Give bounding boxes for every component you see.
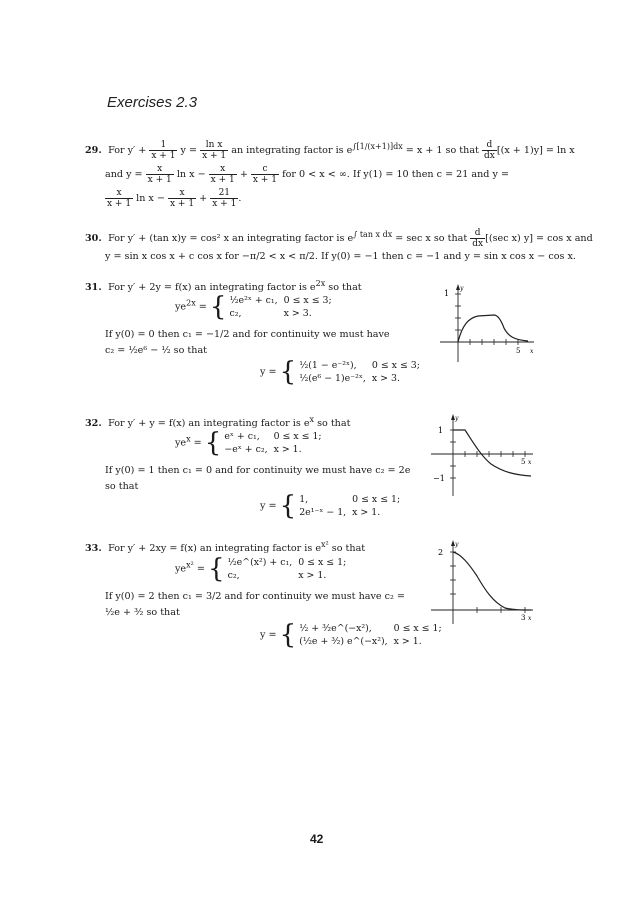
cases-table: eˣ + c₁, 0 ≤ x ≤ 1; −eˣ + c₂, x > 1. xyxy=(224,431,322,455)
ex29-text: + xyxy=(239,169,248,180)
y-tick-label: 1 xyxy=(438,426,444,435)
left-brace: { xyxy=(279,491,297,521)
ex32-number: 32. xyxy=(85,418,102,430)
exponent: 2x xyxy=(315,279,326,288)
fraction: $\frac{x}{x + 1}$ xyxy=(210,164,235,185)
ex33-text: For y′ + 2xy = f(x) an integrating factor is e xyxy=(108,543,322,555)
x-axis-label: x xyxy=(528,615,532,622)
x-axis-label: x xyxy=(530,348,534,355)
cases-table: ½e^(x²) + c₁, 0 ≤ x ≤ 1; c₂, x > 1. xyxy=(227,557,347,581)
fraction: $\frac{1}{x + 1}$ xyxy=(151,140,176,161)
ex29-line2 xyxy=(105,164,509,185)
fraction: $\frac{x}{x + 1}$ xyxy=(107,188,132,209)
exponent: x² xyxy=(321,540,329,549)
ex29-text: and y = xyxy=(105,169,143,180)
ex33-line1 xyxy=(85,540,365,554)
ex29-text: = x + 1 so that xyxy=(405,145,479,156)
left-brace: { xyxy=(207,554,225,584)
fraction: $\frac{\text{ln x}}{x + 1}$ xyxy=(202,140,227,161)
ex31-graph xyxy=(438,280,538,370)
ex33-lhs: y = xyxy=(260,629,277,641)
left-brace: { xyxy=(209,292,227,322)
ex32-text1: If y(0) = 1 then c₁ = 0 and for continuity we must have c₂ = 2e xyxy=(105,465,411,476)
solution-curve xyxy=(453,552,531,610)
ex32-piecewise-2 xyxy=(260,493,406,519)
derivative: $\frac{d}{dx}$ xyxy=(483,140,495,161)
ex29-text: ln x − xyxy=(176,169,206,180)
left-brace: { xyxy=(279,357,297,387)
ex31-text2: c₂ = ½e⁶ − ½ so that xyxy=(105,345,208,356)
ex31-piecewise-1: $ye^{2x}$ = { ½e²ˣ + c₁, 0 ≤ x ≤ 3; c₂, x > 3. xyxy=(175,294,338,320)
ex31-lhs: ye xyxy=(175,301,187,313)
ex33-text1: If y(0) = 2 then c₁ = 3/2 and for continuity we must have c₂ = xyxy=(105,591,405,602)
ex32-piecewise-1: $ye^x$ = { eˣ + c₁, 0 ≤ x ≤ 1; −eˣ + c₂, x > 1. xyxy=(175,430,328,456)
ex29-text: . xyxy=(238,193,242,204)
ex30-text: = sec x so that xyxy=(395,233,468,244)
ex33-text: so that xyxy=(331,543,366,555)
y-axis-label: y xyxy=(455,541,459,548)
cases-table: ½(1 − e⁻²ˣ), 0 ≤ x ≤ 3; ½(e⁶ − 1)e⁻²ˣ, x > 3. xyxy=(299,360,420,384)
exponent: x² xyxy=(186,560,194,570)
y-axis-label: y xyxy=(460,285,464,292)
ex29-line1 xyxy=(85,140,575,161)
ex33-piecewise-2 xyxy=(260,622,448,648)
ex29-text: For y′ + xyxy=(108,145,147,156)
exponent: x xyxy=(186,434,191,444)
fraction: $\frac{21}{x + 1}$ xyxy=(212,188,237,209)
ex31-text: For y′ + 2y = f(x) an integrating factor is e xyxy=(108,282,316,294)
ex30-text: [(sec x) y] = cos x and xyxy=(485,233,593,244)
left-brace: { xyxy=(204,428,222,458)
x-ticks xyxy=(450,552,525,613)
ex31-piecewise-2 xyxy=(260,359,426,385)
x-ticks xyxy=(455,294,518,345)
x-axis-label: x xyxy=(528,459,532,466)
left-brace: { xyxy=(279,620,297,650)
y-neg-tick-label: −1 xyxy=(433,474,445,483)
y-axis-label: y xyxy=(455,415,459,422)
exponent: 2x xyxy=(186,298,196,308)
x-tick-label: 3 xyxy=(521,614,526,622)
ex32-lhs: y = xyxy=(260,500,277,512)
y-tick-label: 2 xyxy=(438,548,444,557)
ex30-line2: y = sin x cos x + c cos x for −π/2 < x < π/2. If y(0) = −1 then c = −1 and y = sin x cos x − cos x. xyxy=(105,251,576,262)
ex30-line1 xyxy=(85,228,593,249)
exponent: ∫ tan x dx xyxy=(353,229,393,239)
ex33-number: 33. xyxy=(85,543,102,555)
ex29-text: for 0 < x < ∞. If y(1) = 10 then c = 21 and y = xyxy=(282,169,510,180)
x-tick-label: 5 xyxy=(516,347,521,355)
ex32-graph xyxy=(425,412,535,500)
derivative: $\frac{d}{dx}$ xyxy=(472,228,484,249)
ex30-number: 30. xyxy=(85,233,102,244)
fraction: $\frac{x}{x + 1}$ xyxy=(147,164,172,185)
cases-table: ½ + ³⁄₂e^(−x²), 0 ≤ x ≤ 1; (½e + ³⁄₂) e^(−x²), x > 1. xyxy=(299,623,442,647)
page-number: 42 xyxy=(310,832,324,846)
x-tick-label: 5 xyxy=(521,458,526,466)
fraction: $\frac{x}{x + 1}$ xyxy=(170,188,195,209)
ex32-text: For y′ + y = f(x) an integrating factor is e xyxy=(108,418,310,430)
exponent: x xyxy=(309,415,315,424)
ex33-lhs: ye xyxy=(175,563,187,575)
ex31-lhs: y = xyxy=(260,366,277,378)
y-tick-label: 1 xyxy=(444,289,450,298)
ex29-text: an integrating factor is e xyxy=(231,145,353,156)
ex32-text: so that xyxy=(317,418,351,430)
ex29-text: ln x − xyxy=(136,193,165,204)
cases-table: ½e²ˣ + c₁, 0 ≤ x ≤ 3; c₂, x > 3. xyxy=(229,295,332,319)
fraction: $\frac{c}{x + 1}$ xyxy=(252,164,277,185)
ex29-text: + xyxy=(199,193,208,204)
ex33-graph xyxy=(425,538,535,628)
ex29-line3 xyxy=(105,188,241,209)
cases-table: 1, 0 ≤ x ≤ 1; 2e¹⁻ˣ − 1, x > 1. xyxy=(299,494,401,518)
ex29-number: 29. xyxy=(85,145,102,156)
ex29-text: [(x + 1)y] = ln x xyxy=(496,145,575,156)
ex32-lhs: ye xyxy=(175,437,187,449)
ex31-text: so that xyxy=(328,282,362,294)
solution-curve xyxy=(458,315,528,342)
section-heading: Exercises 2.3 xyxy=(107,94,198,111)
ex30-text: For y′ + (tan x)y = cos² x an integrating factor is e xyxy=(108,233,354,244)
ex29-text: y = xyxy=(180,145,198,156)
ex33-text2: ½e + ³⁄₂ so that xyxy=(105,607,180,618)
ex31-text1: If y(0) = 0 then c₁ = −1/2 and for continuity we must have xyxy=(105,329,390,340)
ex32-text2: so that xyxy=(105,481,139,492)
ex31-number: 31. xyxy=(85,282,102,294)
exponent: ∫[1/(x+1)]dx xyxy=(352,141,403,151)
ex33-piecewise-1: $ye^{x^2}$ = { ½e^(x²) + c₁, 0 ≤ x ≤ 1; c₂, x > 1. xyxy=(175,556,352,582)
